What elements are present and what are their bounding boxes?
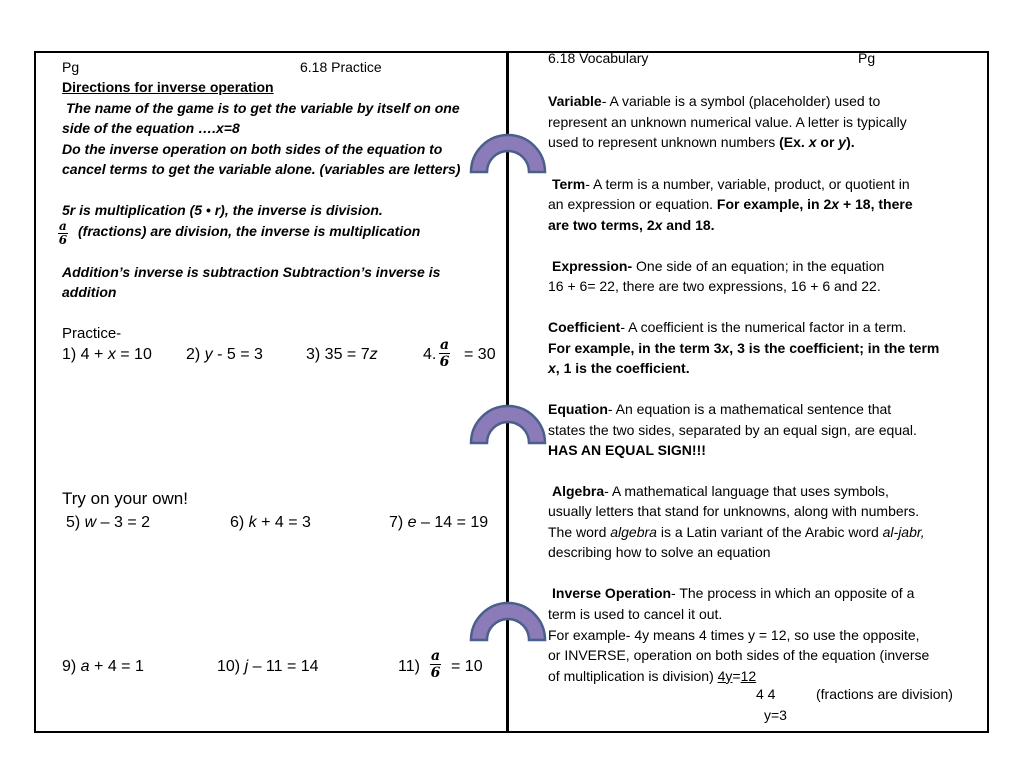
- problem-11-fraction: $\frac{a}{6}$: [430, 648, 441, 681]
- problem-11-number: 11): [398, 658, 420, 675]
- practice-label: Practice-: [62, 325, 122, 342]
- directions-line-7: Addition’s inverse is subtraction Subtraction’s inverse is: [62, 264, 441, 280]
- directions-line-6: (fractions) are division, the inverse is multiplication: [78, 223, 421, 239]
- vocab-term-continued: an expression or equation. For example, in 2x + 18, there are two terms, 2x and 18.: [548, 196, 913, 233]
- problem-4-fraction: $\frac{a}{6}$: [439, 337, 450, 370]
- try-on-your-own-heading: Try on your own!: [62, 489, 188, 508]
- vocab-expression-continued: 16 + 6= 22, there are two expressions, 16 + 6 and 22.: [548, 278, 881, 294]
- problem-4-equals: = 30: [464, 346, 496, 363]
- problem-9: 9) a + 4 = 1: [62, 658, 144, 675]
- inverse-example-note: (fractions are division): [816, 686, 953, 702]
- vocab-inverse-operation-continued: term is used to cancel it out. For example- 4y means 4 times y = 12, so use the opposite, or INVERSE, operation on both sides of the equation (inverse of multiplication is division) 4y=12: [548, 606, 930, 684]
- binder-ring-icon: [468, 124, 548, 174]
- vocab-variable: Variable- A variable is a symbol (placeholder) used to represent an unknown numerical value. A letter is typically used to represent unknown numbers (Ex. x or y).: [548, 93, 907, 150]
- inverse-example-denominators: 4 4: [756, 686, 776, 702]
- directions-line-3: Do the inverse operation on both sides of the equation to: [62, 141, 443, 157]
- left-page-title: 6.18 Practice: [300, 59, 382, 75]
- directions-line-8: addition: [62, 284, 117, 300]
- problem-1: 1) 4 + x = 10: [62, 346, 152, 363]
- binder-ring-icon: [468, 395, 548, 445]
- vocab-coefficient: Coefficient- A coefficient is the numerical factor in a term. For example, in the term 3x, 3 is the coefficient; in the term x, 1 is the coefficient.: [548, 319, 940, 376]
- vocab-algebra-continued: usually letters that stand for unknowns, along with numbers. The word algebra is a Latin variant of the Arabic word al-jabr, describing how to solve an equation: [548, 503, 925, 560]
- directions-heading: Directions for inverse operation: [62, 79, 274, 95]
- left-page-number-label: Pg: [62, 59, 80, 75]
- fraction-a-over-6: $\frac{a}{6}$: [58, 219, 68, 247]
- problem-3: 3) 35 = 7z: [306, 346, 378, 363]
- problem-6: 6) k + 4 = 3: [230, 514, 311, 531]
- binder-ring-icon: [468, 592, 548, 642]
- right-page-title: 6.18 Vocabulary: [548, 50, 649, 66]
- problem-7: 7) e – 14 = 19: [389, 514, 489, 531]
- problem-2: 2) y - 5 = 3: [186, 346, 263, 363]
- vocab-expression: Expression- One side of an equation; in the equation: [552, 258, 885, 274]
- directions-line-2: side of the equation ….x=8: [62, 120, 240, 136]
- problem-10: 10) j – 11 = 14: [217, 658, 319, 675]
- directions-line-4: cancel terms to get the variable alone. (variables are letters): [62, 161, 461, 177]
- problem-5: 5) w – 3 = 2: [66, 514, 151, 531]
- inverse-example-answer: y=3: [764, 707, 787, 723]
- problem-11-equals: = 10: [451, 658, 483, 675]
- directions-line-1: The name of the game is to get the variable by itself on one: [66, 100, 460, 116]
- problem-4-number: 4.: [423, 346, 437, 363]
- vocab-term: Term- A term is a number, variable, product, or quotient in: [552, 176, 910, 192]
- right-page-number-label: Pg: [858, 50, 876, 66]
- vocab-equation: Equation- An equation is a mathematical sentence that states the two sides, separated by an equal sign, are equal. HAS AN EQUAL SIGN!!!: [548, 401, 917, 458]
- vocab-algebra: Algebra- A mathematical language that uses symbols,: [552, 483, 889, 499]
- directions-line-5: 5r is multiplication (5 • r), the inverse is division.: [62, 202, 383, 218]
- vocab-inverse-operation: Inverse Operation- The process in which an opposite of a: [552, 585, 915, 601]
